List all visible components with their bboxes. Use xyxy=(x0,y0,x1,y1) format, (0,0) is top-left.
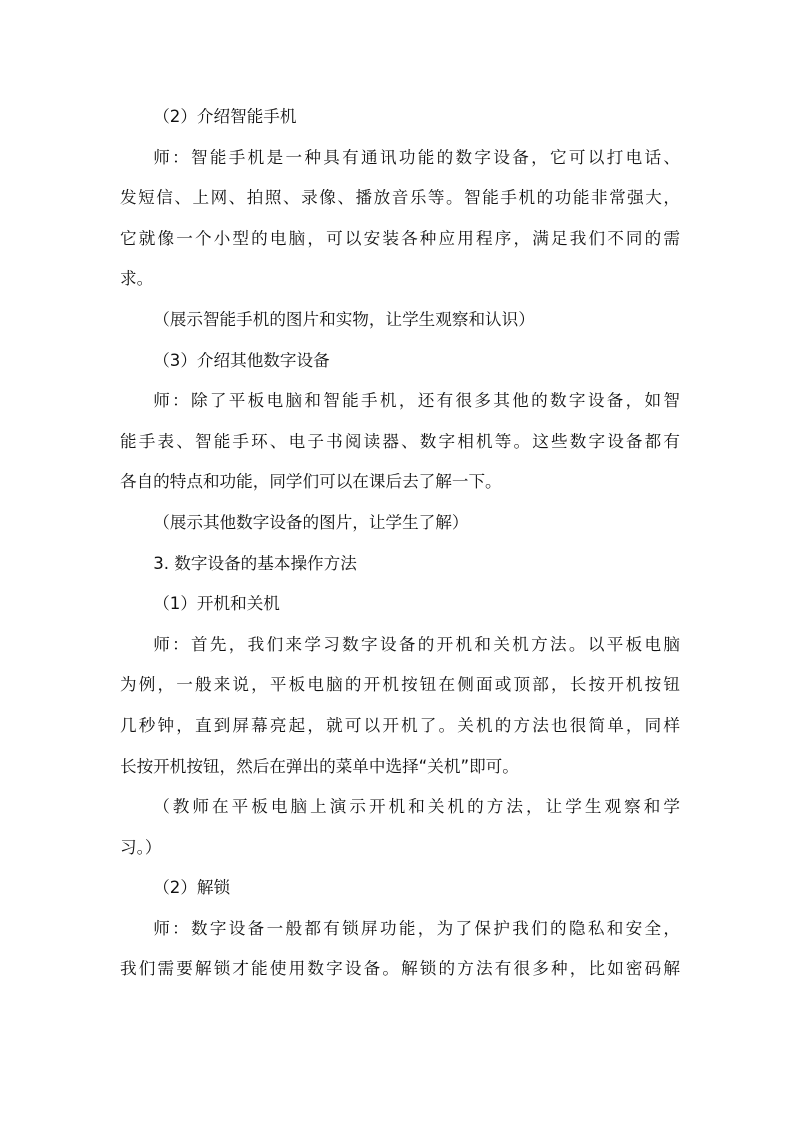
paragraph-line: 各自的特点和功能，同学们可以在课后去了解一下。 xyxy=(120,472,502,492)
paragraph-line: 我们需要解锁才能使用数字设备。解锁的方法有很多种，比如密码解 xyxy=(120,959,680,979)
paragraph-line: 几秒钟，直到屏幕亮起，就可以开机了。关机的方法也很简单，同样 xyxy=(120,715,680,735)
stage-direction: 习。） xyxy=(120,837,162,857)
section-heading-basic-operation: 3. 数字设备的基本操作方法 xyxy=(153,553,357,573)
paragraph-line: 求。 xyxy=(120,269,154,289)
stage-direction: （展示其他数字设备的图片，让学生了解） xyxy=(153,512,469,532)
paragraph-line: 师：智能手机是一种具有通讯功能的数字设备，它可以打电话、 xyxy=(153,147,680,167)
paragraph-line: 它就像一个小型的电脑，可以安装各种应用程序，满足我们不同的需 xyxy=(120,228,680,248)
paragraph-line: 师：数字设备一般都有锁屏功能，为了保护我们的隐私和安全， xyxy=(153,918,680,938)
document-body xyxy=(120,97,680,990)
paragraph-line: 师：除了平板电脑和智能手机，还有很多其他的数字设备，如智 xyxy=(153,391,680,411)
paragraph-line: 发短信、上网、拍照、录像、播放音乐等。智能手机的功能非常强大， xyxy=(120,188,680,208)
heading-introduce-other-devices: （3）介绍其他数字设备 xyxy=(153,350,330,370)
heading-introduce-smartphone: （2）介绍智能手机 xyxy=(153,107,297,126)
stage-direction: （展示智能手机的图片和实物，让学生观察和认识） xyxy=(153,309,535,329)
paragraph-line: 长按开机按钮，然后在弹出的菜单中选择“关机”即可。 xyxy=(120,756,519,776)
paragraph-line: 师：首先，我们来学习数字设备的开机和关机方法。以平板电脑 xyxy=(153,634,680,654)
heading-power-on-off: （1）开机和关机 xyxy=(153,594,280,614)
heading-unlock: （2）解锁 xyxy=(153,878,231,898)
stage-direction: （教师在平板电脑上演示开机和关机的方法，让学生观察和学 xyxy=(153,797,680,817)
paragraph-line: 能手表、智能手环、电子书阅读器、数字相机等。这些数字设备都有 xyxy=(120,431,680,451)
paragraph-line: 为例，一般来说，平板电脑的开机按钮在侧面或顶部，长按开机按钮 xyxy=(120,675,680,695)
